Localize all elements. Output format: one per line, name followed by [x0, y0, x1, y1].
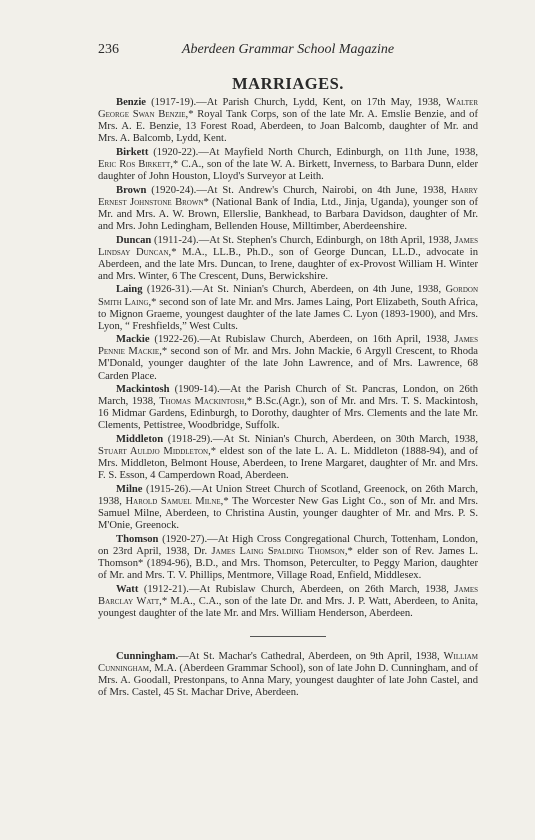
entry-text: —At St. Machar's Cathedral, Aberdeen, on 9th April, 1938, [178, 650, 444, 662]
entry-text: —At the Parish Church of St. Pancras, London, on 26th March, 1938, [98, 384, 478, 408]
entry-text: M.A. (Aberdeen Grammar School), son of late John D. Cunningham, and of Mrs. A. Goodall, Prestonpans, to Anna Mary, youngest daughter of late John Castel, and of Mrs. Castel, 45 St. Machar Drive, Aberdeen. [98, 663, 478, 699]
entry-period: (1920-24). [151, 184, 197, 196]
entry-text: * second son of Mr. and Mrs. John Mackie, 6 Argyll Crescent, to Rhoda M'Donald, younger daughter of the late John Lawrence, and of Mrs. Lawrence, 68 Carden Place. [98, 346, 478, 382]
marriage-entry [98, 235, 478, 283]
entry-surname: Cunningham. [116, 650, 179, 662]
entry-surname: Laing [116, 284, 143, 296]
entry-name: James Lindsay Duncan, [98, 234, 479, 258]
entry-period: (1909-14). [174, 384, 220, 396]
entry-period: (1918-29). [167, 434, 213, 446]
marriage-entry [98, 384, 478, 432]
marriage-entry [98, 651, 478, 699]
entry-surname: Brown [116, 184, 147, 196]
entry-name: Eric Ros Birkett, [98, 158, 173, 170]
entry-text: * M.A., LL.B., Ph.D., son of George Duncan, LL.D., advocate in Aberdeen, and the late Mrs. Duncan, to Irene, daughter of ex-Provost William H. Winter and Mrs. Winter, 6 The Crescent, Duns, Berwickshire. [98, 246, 478, 282]
entry-text: —At Rubislaw Church, Aberdeen, on 16th April, 1938, [199, 334, 455, 346]
marriage-entry [98, 334, 478, 382]
entry-name: Stuart Auldjo Middleton, [98, 446, 211, 458]
entry-period: (1911-24). [154, 234, 199, 246]
entry-period: (1922-26). [154, 334, 200, 346]
entry-period: (1926-31). [146, 284, 192, 296]
entry-text: * eldest son of the late L. A. L. Middleton (1888-94), and of Mrs. Middleton, Belmont House, Aberdeen, to Irene Margaret, daughter of Mr. and Mrs. F. S. Esson, 4 Camperdown Road, Aberdeen. [98, 446, 478, 482]
entry-text: * elder son of Rev. James L. Thomson* (1894-96), B.D., and Mrs. Thomson, Peterculter, to Peggy Marion, daughter of Mr. and Mrs. T. V. Phillips, Mentmore, Village Road, Enfield, Middlesex. [98, 545, 478, 582]
section-divider [250, 636, 326, 637]
page-header [98, 42, 478, 60]
entry-name: James Laing Spalding Thomson, [211, 545, 348, 557]
entry-name: James Barclay Watt, [98, 583, 478, 607]
entry-name: Harold Samuel Milne, [125, 496, 224, 507]
entry-name: Gordon Smith Laing, [98, 284, 478, 308]
entry-text: —At St. Ninian's Church, Aberdeen, on 4th June, 1938, [191, 284, 446, 296]
marriage-entry [98, 97, 478, 145]
entry-text: * The Worcester New Gas Light Co., son of Mr. and Mrs. Samuel Milne, Aberdeen, to Christina Austin, younger daughter of Mr. and Mrs. P. S. M'Onie, Greenock. [98, 496, 479, 532]
marriages-list [98, 97, 478, 701]
entry-text: —At High Cross Congregational Church, Tottenham, London, on 23rd April, 1938, Dr. [98, 533, 479, 557]
marriage-entry [98, 147, 478, 183]
entry-period: (1915-26). [145, 483, 191, 495]
entry-surname: Middleton [116, 434, 164, 446]
entry-name: Harry Ernest Johnstone Brown [98, 184, 478, 208]
entry-period: (1917-19). [151, 97, 197, 108]
entry-surname: Mackintosh [116, 384, 170, 396]
marriage-entry [98, 185, 478, 233]
entry-text: —At Mayfield North Church, Edinburgh, on 11th June, 1938, [198, 146, 479, 158]
entry-surname: Watt [116, 583, 139, 595]
marriage-entry [98, 284, 478, 332]
entry-name: Walter George Swan Benzie, [98, 97, 478, 121]
marriage-entry [98, 534, 478, 582]
entry-text: * Royal Tank Corps, son of the late Mr. A. Emslie Benzie, and of Mrs. A. E. Benzie, 13 Forest Road, Aberdeen, to Joan Balcomb, daughter of Mr. and Mrs. A. Balcomb, Lydd, Kent. [98, 109, 478, 145]
entry-text: * B.Sc.(Agr.), son of Mr. and Mrs. T. S. Mackintosh, 16 Midmar Gardens, Edinburgh, to Dorothy, daughter of Mrs. Clements and the late Mr. Clements, Pettistree, Woodbridge, Suffolk. [98, 396, 478, 432]
entry-name: William Cunningham, [98, 650, 478, 675]
entry-period: (1920-22). [153, 146, 199, 158]
entry-surname: Thomson [116, 533, 159, 545]
entry-text: * C.A., son of the late W. A. Birkett, Inverness, to Barbara Dunn, elder daughter of John Houston, Lloyd's Surveyor at Leith. [98, 158, 478, 183]
entry-text: —At Union Street Church of Scotland, Greenock, on 26th March, 1938, [98, 483, 478, 507]
entry-text: —At St. Andrew's Church, Nairobi, on 4th June, 1938, [196, 184, 452, 196]
entry-text: —At St. Ninian's Church, Aberdeen, on 30th March, 1938, [212, 434, 478, 446]
entry-text: * (National Bank of India, Ltd., Jinja, Uganda), younger son of Mr. and Mrs. A. W. Brown, Ellerslie, Bankhead, to Barbara Davidson, daughter of Mr. and Mrs. John Ledingham, Bellenden House, Milltimber, Aberdeenshire. [98, 196, 478, 232]
section-title: MARRIAGES. [232, 74, 344, 93]
journal-title: Aberdeen Grammar School Magazine [181, 42, 395, 57]
marriage-entry [98, 584, 478, 620]
entry-text: —At Rubislaw Church, Aberdeen, on 26th March, 1938, [188, 583, 455, 595]
entry-surname: Benzie [116, 97, 147, 108]
entry-surname: Duncan [116, 234, 152, 246]
marriage-entry [98, 434, 478, 482]
marriage-entry [98, 484, 478, 532]
entry-surname: Birkett [116, 146, 149, 158]
entry-text: * second son of late Mr. and Mrs. James Laing, Port Elizabeth, South Africa, to Mignon Graeme, youngest daughter of the late James C. Lyon (1893-1900), and Mrs. Lyon, “ Freshfields,” West Cults. [98, 296, 478, 332]
page-number: 236 [98, 42, 119, 57]
entry-name: James Pennie Mackie, [98, 334, 478, 358]
entry-text: —At St. Stephen's Church, Edinburgh, on 18th April, 1938, [198, 234, 455, 246]
entry-text: * M.A., C.A., son of the late Dr. and Mrs. J. P. Watt, Aberdeen, to Anita, youngest daughter of the late Mr. and Mrs. William Henderson, Aberdeen. [98, 595, 479, 619]
entry-surname: Milne [116, 483, 143, 495]
entry-period: (1912-21). [143, 583, 189, 595]
entry-surname: Mackie [116, 334, 150, 346]
entry-period: (1920-27). [162, 533, 208, 545]
entry-text: —At Parish Church, Lydd, Kent, on 17th May, 1938, [196, 97, 447, 108]
entry-name: Thomas Mackintosh, [159, 396, 247, 408]
